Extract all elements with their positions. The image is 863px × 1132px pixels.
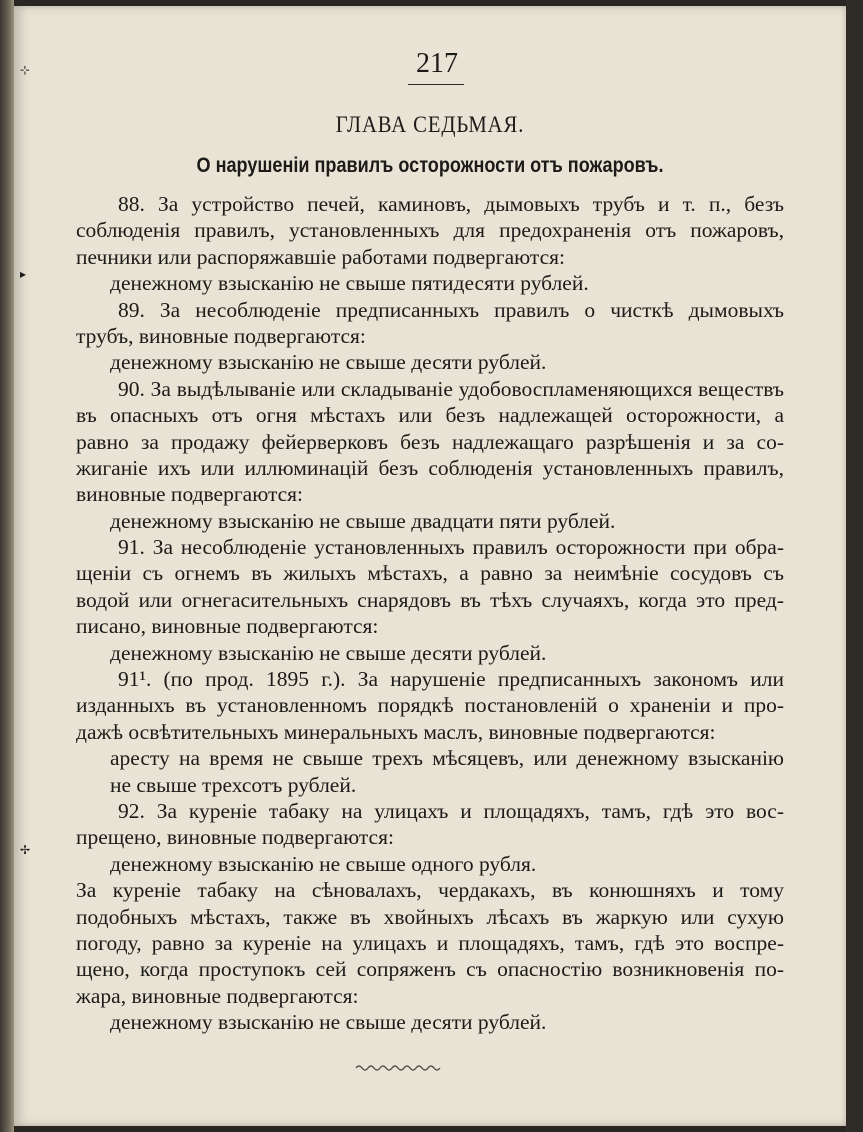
text-line: 91¹. (по прод. 1895 г.). За нарушеніе предписанныхъ закономъ или xyxy=(118,667,784,692)
penalty-line: денежному взысканію не свыше пятидесяти рублей. xyxy=(110,271,589,296)
text-line: погоду, равно за куреніе на улицахъ и площадяхъ, тамъ, гдѣ это воспре- xyxy=(76,930,784,955)
book-page xyxy=(14,6,846,1126)
text-line: изданныхъ въ установленномъ порядкѣ постановленій о храненіи и про- xyxy=(76,693,784,718)
text-line: подобныхъ мѣстахъ, также въ хвойныхъ лѣсахъ въ жаркую или сухую xyxy=(76,904,784,929)
penalty-line: не свыше трехсотъ рублей. xyxy=(110,772,357,797)
text-line: За куреніе табаку на сѣновалахъ, чердакахъ, въ конюшняхъ и тому xyxy=(76,878,784,903)
penalty-line: денежному взысканію не свыше одного рубля. xyxy=(110,851,537,876)
text-line: прещено, виновные подвергаются: xyxy=(76,825,394,850)
scan-background xyxy=(846,0,863,1132)
book-spine xyxy=(0,0,14,1132)
text-line: щеніи съ огнемъ въ жилыхъ мѣстахъ, а равно за неимѣніе сосудовъ съ xyxy=(76,561,784,586)
text-line: писано, виновные подвергаются: xyxy=(76,614,379,639)
chapter-title: ГЛАВА СЕДЬМАЯ. xyxy=(335,112,525,137)
text-line: виновные подвергаются: xyxy=(76,482,304,507)
text-line: равно за продажу фейерверковъ безъ надлежащаго разрѣшенія и за со- xyxy=(76,429,784,454)
text-line: въ опасныхъ отъ огня мѣстахъ или безъ надлежащей осторожности, а xyxy=(76,403,784,428)
text-line: жиганіе ихъ или иллюминацій безъ соблюденія установленныхъ правилъ, xyxy=(76,455,784,480)
text-line: печники или распоряжавшіе работами подвергаются: xyxy=(76,244,565,269)
penalty-line: аресту на время не свыше трехъ мѣсяцевъ, или денежному взысканію xyxy=(110,746,784,771)
text-line: трубъ, виновные подвергаются: xyxy=(76,323,366,348)
section-heading: О нарушеніи правилъ осторожности отъ пожаровъ. xyxy=(196,154,664,177)
margin-mark-icon: ⊹ xyxy=(20,63,31,77)
text-line: 88. За устройство печей, каминовъ, дымовыхъ трубъ и т. п., безъ xyxy=(118,192,784,216)
penalty-line: денежному взысканію не свыше двадцати пяти рублей. xyxy=(110,508,616,533)
margin-mark-icon: ▸ xyxy=(20,267,27,281)
margin-mark-icon: ✢ xyxy=(20,843,31,857)
text-line: дажѣ освѣтительныхъ минеральныхъ маслъ, виновные подвергаются: xyxy=(76,719,716,744)
penalty-line: денежному взысканію не свыше десяти рублей. xyxy=(110,350,547,375)
text-line: щено, когда проступокъ сей сопряженъ съ опасностію возникновенія по- xyxy=(76,957,784,982)
text-line: 89. За несоблюденіе предписанныхъ правилъ о чисткѣ дымовыхъ xyxy=(118,297,784,322)
page-content xyxy=(76,44,784,1079)
text-line: соблюденія правилъ, установленныхъ для предохраненія отъ пожаровъ, xyxy=(76,218,784,243)
end-ornament xyxy=(354,1062,444,1074)
text-line: 92. За куреніе табаку на улицахъ и площадяхъ, тамъ, гдѣ это вос- xyxy=(118,798,784,823)
text-line: 90. За выдѣлываніе или складываніе удобовоспламеняющихся веществъ xyxy=(118,376,784,401)
page-number: 217 xyxy=(416,48,458,79)
text-line: жара, виновные подвергаются: xyxy=(76,983,359,1008)
page-number-rule xyxy=(408,84,464,85)
text-line: водой или огнегасительныхъ снарядовъ въ тѣхъ случаяхъ, когда это пред- xyxy=(76,587,784,612)
penalty-line: денежному взысканію не свыше десяти рублей. xyxy=(110,640,547,665)
body-text xyxy=(76,191,784,1036)
text-line: 91. За несоблюденіе установленныхъ правилъ осторожности при обра- xyxy=(118,535,784,560)
penalty-line: денежному взысканію не свыше десяти рублей. xyxy=(110,1010,547,1035)
